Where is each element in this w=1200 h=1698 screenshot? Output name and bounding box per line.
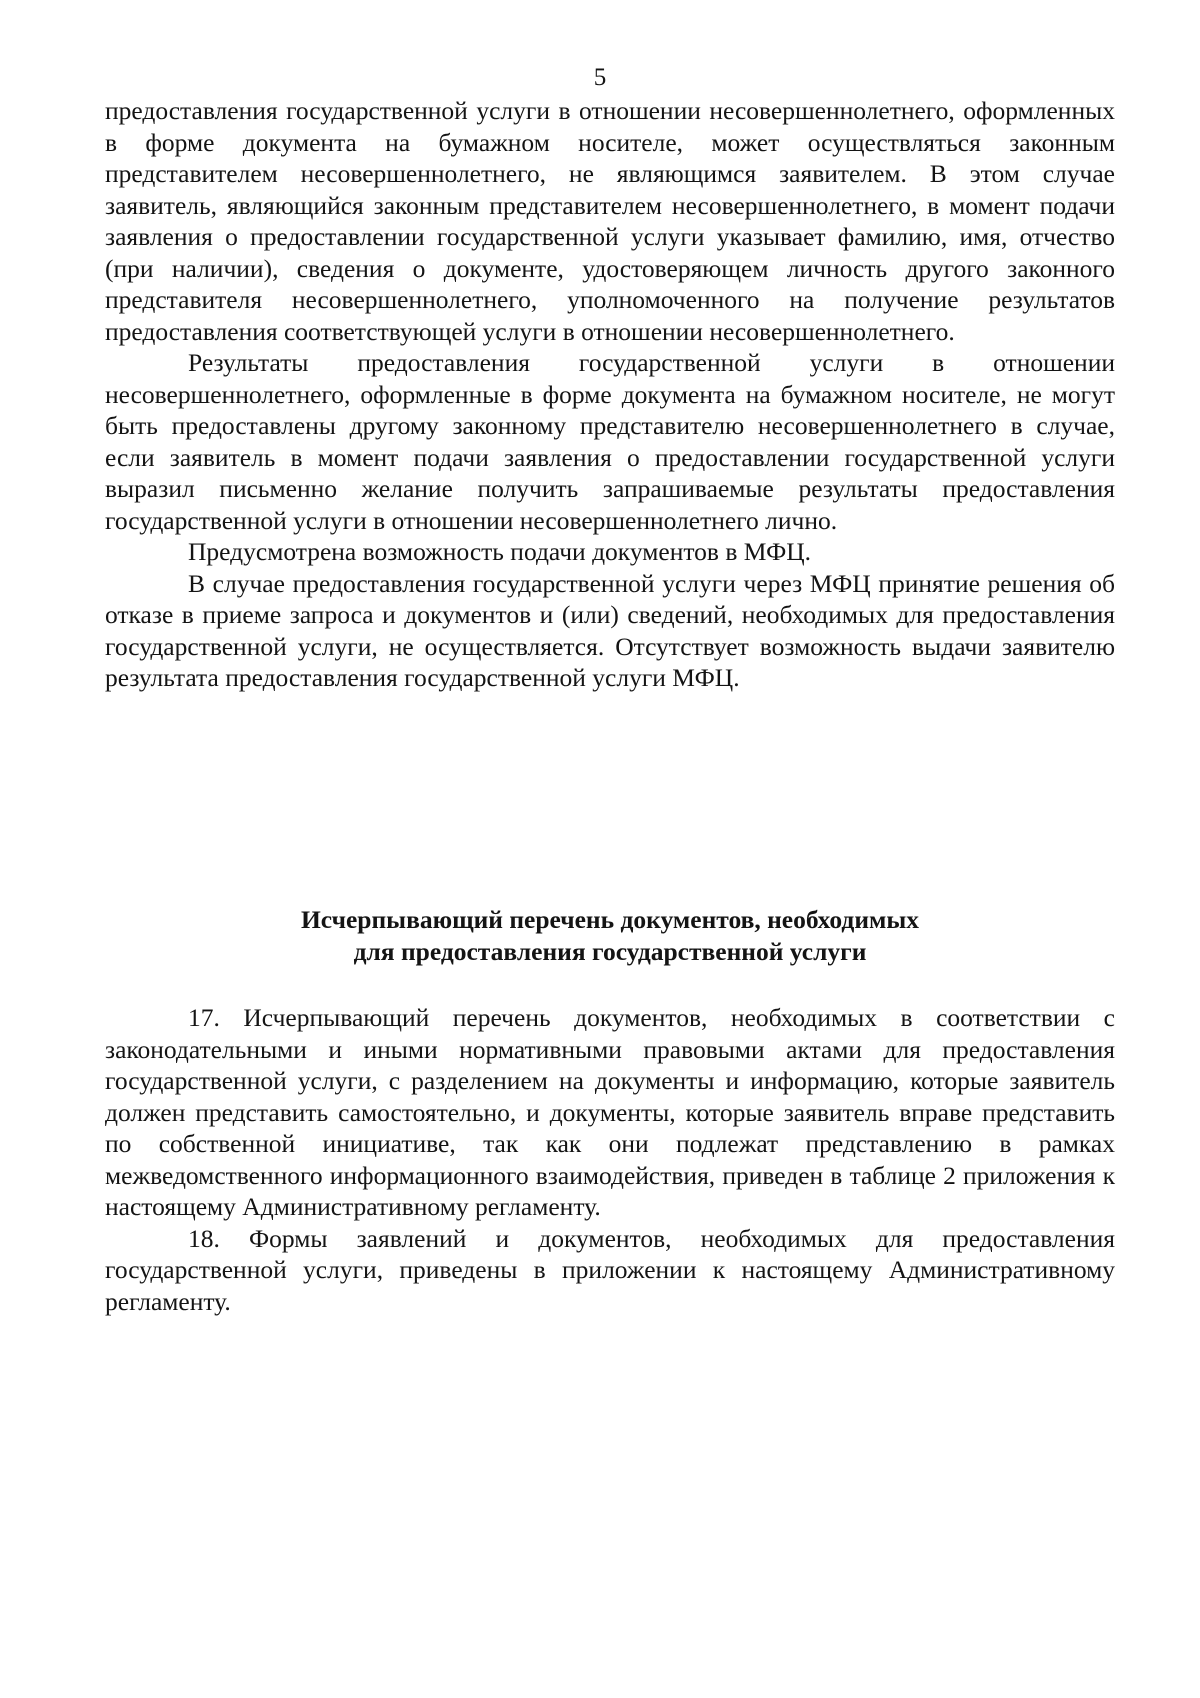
body-text-bottom <box>105 1002 1115 1317</box>
paragraph-results: Результаты предоставления государственной услуги в отношении несовершеннолетнего, оформленные в форме документа на бумажном носителе, не могут быть предоставлены другому законному представителю несовершеннолетнего в случае, если заявитель в момент подачи заявления о предоставлении государственной услуги выразил письменно желание получить запрашиваемые результаты предоставления государственной услуги в отношении несовершеннолетнего лично. <box>105 348 1115 535</box>
paragraph-continued: предоставления государственной услуги в отношении несовершеннолетнего, оформленных в форме документа на бумажном носителе, может осуществляться законным представителем несовершеннолетнего, не являющимся заявителем. В этом случае заявитель, являющийся законным представителем несовершеннолетнего, в момент подачи заявления о предоставлении государственной услуги указывает фамилию, имя, отчество (при наличии), сведения о документе, удостоверяющем личность другого законного представителя несовершеннолетнего, уполномоченного на получение результатов предоставления соответствующей услуги в отношении несовершеннолетнего. <box>105 96 1115 346</box>
page-number: 5 <box>593 64 607 91</box>
paragraph-mfc-refusal: В случае предоставления государственной услуги через МФЦ принятие решения об отказе в приеме запроса и документов и (или) сведений, необходимых для предоставления государственной услуги, не осуществляется. Отсутствует возможность выдачи заявителю результата предоставления государственной услуги МФЦ. <box>105 568 1115 692</box>
paragraph-item-17: 17. Исчерпывающий перечень документов, необходимых в соответствии с законодательными и иными нормативными правовыми актами для предоставления государственной услуги, с разделением на документы и информацию, которые заявитель должен представить самостоятельно, и документы, которые заявитель вправе представить по собственной инициативе, так как они подлежат представлению в рамках межведомственного информационного взаимодействия, приведен в таблице 2 приложения к настоящему Административному регламенту. <box>105 1003 1115 1221</box>
body-text-top <box>105 95 1115 694</box>
section-heading-line-2: для предоставления государственной услуги <box>353 937 867 966</box>
paragraph-mfc-submission: Предусмотрена возможность подачи документов в МФЦ. <box>188 537 812 566</box>
section-heading <box>105 904 1115 968</box>
paragraph-item-18: 18. Формы заявлений и документов, необходимых для предоставления государственной услуги, приведены в приложении к настоящему Административному регламенту. <box>105 1223 1115 1316</box>
section-heading-line-1: Исчерпывающий перечень документов, необходимых <box>300 905 920 934</box>
